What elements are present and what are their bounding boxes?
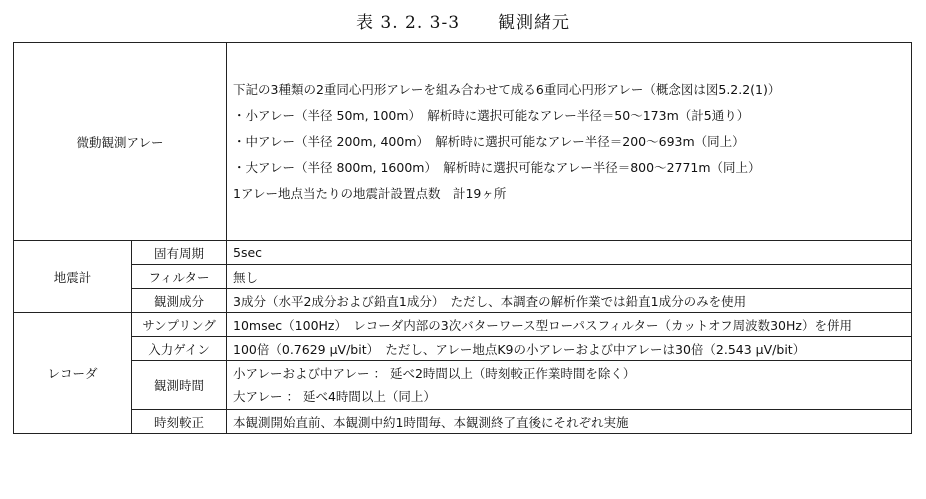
filter-label: フィルター	[132, 265, 227, 289]
array-line-1: 下記の3種類の2重同心円形アレーを組み合わせて成る6重同心円形アレー（概念図は図5.2.2(1)）	[233, 81, 781, 97]
table-row-recorder-duration	[14, 361, 912, 410]
table-row-seismometer-filter	[14, 265, 912, 289]
array-line-4: ・大アレー（半径 800m, 1600m） 解析時に選択可能なアレー半径＝800～2771m（同上）	[233, 159, 761, 175]
array-line-2: ・小アレー（半径 50m, 100m） 解析時に選択可能なアレー半径＝50～173m（計5通り）	[233, 107, 750, 123]
sampling-label: サンプリング	[132, 313, 227, 337]
components-value: 3成分（水平2成分および鉛直1成分） ただし、本調査の解析作業では鉛直1成分のみを使用	[227, 289, 912, 313]
clock-calibration-value: 本観測開始直前、本観測中約1時間毎、本観測終了直後にそれぞれ実施	[227, 410, 912, 434]
observation-spec-table	[13, 42, 912, 434]
array-line-3: ・中アレー（半径 200m, 400m） 解析時に選択可能なアレー半径＝200～693m（同上）	[233, 133, 745, 149]
table-title: 観測緒元	[498, 13, 571, 33]
array-description-cell	[227, 43, 912, 241]
seismometer-category-cell: 地震計	[14, 241, 132, 313]
table-row-recorder-clock	[14, 410, 912, 434]
table-row-seismometer-components	[14, 289, 912, 313]
filter-value: 無し	[227, 265, 912, 289]
duration-label: 観測時間	[132, 361, 227, 410]
duration-value	[227, 361, 912, 410]
array-category-cell: 微動観測アレー	[14, 43, 227, 241]
natural-period-value: 5sec	[227, 241, 912, 265]
input-gain-label: 入力ゲイン	[132, 337, 227, 361]
duration-line-2: 大アレー ： 延べ4時間以上（同上）	[233, 389, 436, 404]
table-caption	[0, 8, 926, 33]
duration-line-1: 小アレーおよび中アレー ： 延べ2時間以上（時刻較正作業時間を除く）	[233, 366, 636, 381]
table-row-recorder-gain	[14, 337, 912, 361]
components-label: 観測成分	[132, 289, 227, 313]
clock-calibration-label: 時刻較正	[132, 410, 227, 434]
table-row-seismometer-period	[14, 241, 912, 265]
table-number: 表 3. 2. 3-3	[355, 13, 461, 33]
array-line-5: 1アレー地点当たりの地震計設置点数 計19ヶ所	[233, 185, 507, 201]
natural-period-label: 固有周期	[132, 241, 227, 265]
recorder-category-cell: レコーダ	[14, 313, 132, 434]
input-gain-value: 100倍（0.7629 μV/bit） ただし、アレー地点K9の小アレーおよび中アレーは30倍（2.543 μV/bit）	[227, 337, 912, 361]
table-row-recorder-sampling	[14, 313, 912, 337]
table-row-array	[14, 43, 912, 241]
sampling-value: 10msec（100Hz） レコーダ内部の3次バターワース型ローパスフィルター（カットオフ周波数30Hz）を併用	[227, 313, 912, 337]
